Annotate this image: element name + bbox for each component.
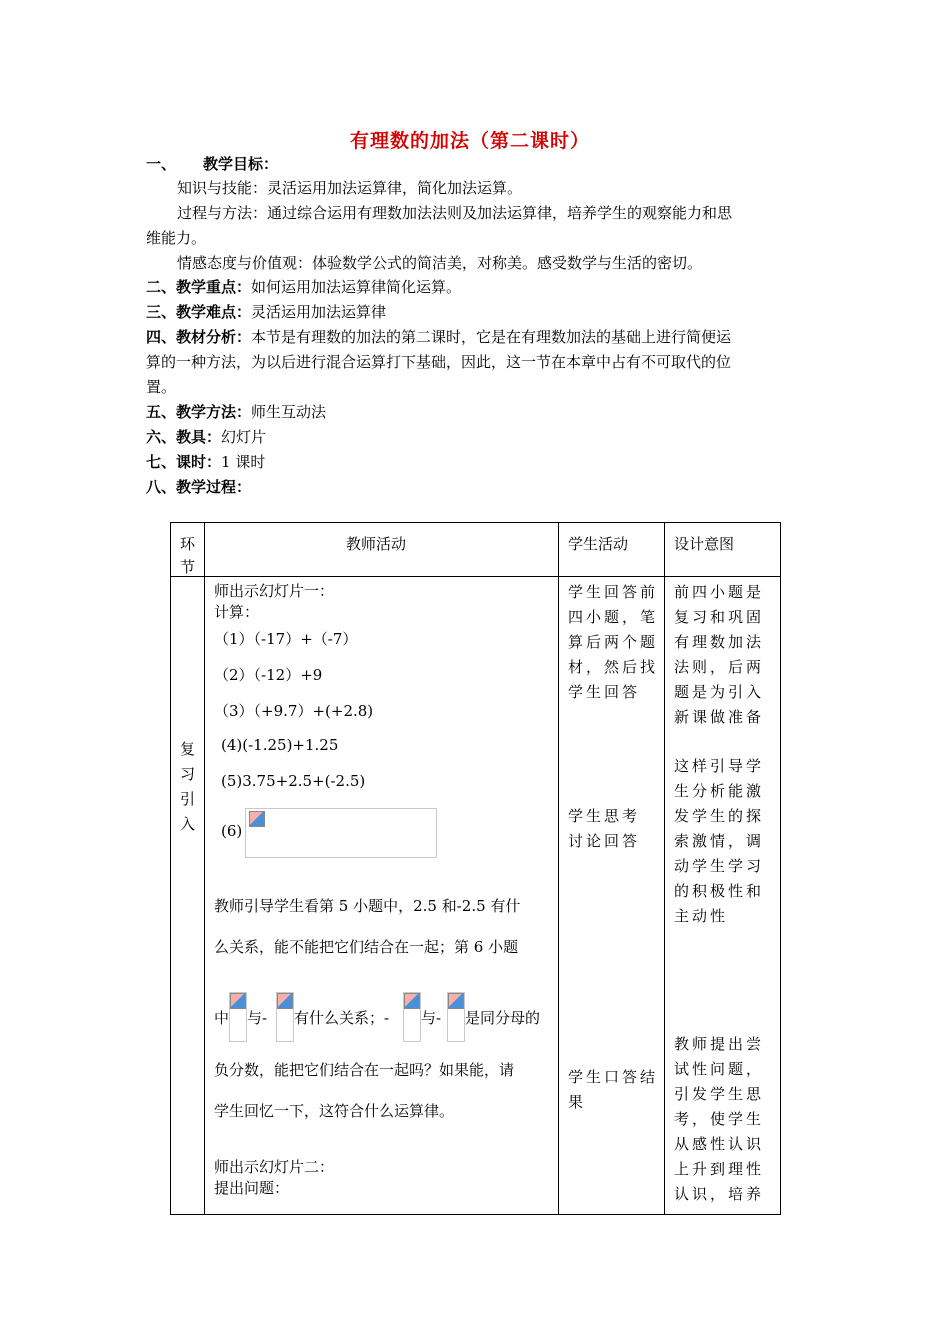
section-4 [146,327,731,347]
header-stage-char2: 节 [180,558,196,576]
section-4-label: 四、教材分析： [146,328,252,346]
design-c-5: 从感性认识 [674,1135,765,1153]
section-2 [146,277,461,297]
section-7-text: 1 课时 [221,453,266,471]
section-6 [146,427,266,447]
problem-5: (5)3.75+2.5+(-2.5) [221,772,366,790]
teacher-slide2: 师出示幻灯片二： [214,1158,335,1176]
goal-process-line1: 过程与方法：通过综合运用有理数加法法则及加法运算律，培养学生的观察能力和思 [177,204,733,222]
student-a2: 四小题，笔 [568,608,659,626]
fraction-image-1 [229,992,247,1042]
broken-image-icon [230,993,246,1009]
guide-line-5: 学生回忆一下，这符合什么运算律。 [214,1102,455,1120]
header-teacher [205,523,559,577]
fraction-image-2 [276,992,294,1042]
section-4-text-line2: 算的一种方法，为以后进行混合运算打下基础，因此，这一节在本章中占有不可取代的位 [146,353,732,371]
student-c1: 学生口答结 [568,1068,659,1086]
teacher-calc: 计算： [214,603,260,621]
student-a4: 材，然后找 [568,658,659,676]
teacher-cell [205,577,559,1215]
design-b-5: 动学生学习 [674,857,765,875]
design-a-4: 法则，后两 [674,658,765,676]
design-a-3: 有理数加法 [674,633,765,651]
problem-6-formula-image [245,808,437,858]
document-title: 有理数的加法（第二课时） [350,130,591,152]
section-8-label: 八、教学过程： [146,478,252,496]
section-3-label: 三、教学难点： [146,303,252,321]
header-design [665,523,781,577]
stage-char-1: 复 [180,740,196,758]
student-cell [559,577,665,1215]
guide-line-1: 教师引导学生看第 5 小题中，2.5 和-2.5 有什 [214,897,521,915]
section-3 [146,302,386,322]
section-1-label: 教学目标： [203,155,279,173]
section-5-text: 师生互动法 [251,403,327,421]
section-7 [146,452,265,472]
header-teacher-label: 教师活动 [346,535,407,553]
stage-char-4: 入 [180,815,196,833]
student-a1: 学生回答前 [568,583,659,601]
section-2-label: 二、教学重点： [146,278,252,296]
teaching-process-table [170,522,781,1215]
section-4-text-line3: 置。 [146,378,177,396]
header-student [559,523,665,577]
student-b2: 讨论回答 [568,832,641,850]
problem-4: (4)(-1.25)+1.25 [221,736,339,754]
fraction-text-end: 是同分母的 [465,1009,541,1027]
fraction-text-and-1: 与- [247,1009,268,1027]
section-1-number: 一、 [146,155,177,173]
design-b-6: 的积极性和 [674,882,765,900]
design-c-4: 考，使学生 [674,1110,765,1128]
teacher-slide1: 师出示幻灯片一： [214,582,335,600]
teacher-question: 提出问题： [214,1179,290,1197]
student-b1: 学生思考 [568,807,641,825]
broken-image-icon [277,993,293,1009]
fraction-text-mid: 中 [214,1009,230,1027]
fraction-text-and-2: 与- [421,1009,442,1027]
goal-knowledge: 知识与技能：灵活运用加法运算律，简化加法运算。 [177,179,523,197]
design-c-6: 上升到理性 [674,1160,765,1178]
goal-process-line2: 维能力。 [146,229,207,247]
stage-cell [171,577,205,1215]
section-4-text-line1: 本节是有理数的加法的第二课时，它是在有理数加法的基础上进行简便运 [251,328,732,346]
design-c-7: 认识，培养 [674,1185,765,1203]
header-stage-char1: 环 [180,535,196,553]
design-b-3: 发学生的探 [674,807,765,825]
design-c-3: 引发学生思 [674,1085,765,1103]
table-header-row [171,523,781,577]
guide-line-2: 么关系，能不能把它们结合在一起；第 6 小题 [214,938,519,956]
design-b-2: 生分析能激 [674,782,765,800]
header-design-label: 设计意图 [674,535,735,553]
design-a-5: 题是为引入 [674,683,765,701]
problem-2: （2）（-12）+9 [214,666,323,684]
table-row-review [171,577,781,1215]
section-5 [146,402,326,422]
design-b-7: 主动性 [674,907,729,925]
section-5-label: 五、教学方法： [146,403,252,421]
student-c2: 果 [568,1093,587,1111]
problem-1: （1）（-17）+（-7） [214,630,358,648]
design-c-1: 教师提出尝 [674,1035,765,1053]
section-2-text: 如何运用加法运算律简化运算。 [251,278,462,296]
design-b-1: 这样引导学 [674,757,765,775]
student-a3: 算后两个题 [568,633,659,651]
header-stage [171,523,205,577]
stage-char-3: 引 [180,790,196,808]
design-cell [665,577,781,1215]
design-b-4: 索激情，调 [674,832,765,850]
design-a-1: 前四小题是 [674,583,765,601]
section-6-label: 六、教具： [146,428,222,446]
stage-char-2: 习 [180,765,196,783]
broken-image-icon [404,993,420,1009]
fraction-image-3 [403,992,421,1042]
problem-3: （3）（+9.7）+(+2.8) [214,702,374,720]
design-a-6: 新课做准备 [674,708,765,726]
goal-attitude: 情感态度与价值观：体验数学公式的简洁美，对称美。感受数学与生活的密切。 [177,254,703,272]
header-student-label: 学生活动 [568,535,629,553]
section-6-text: 幻灯片 [221,428,267,446]
section-7-label: 七、课时： [146,453,222,471]
problem-6-label: (6) [221,822,243,840]
broken-image-icon [249,811,265,827]
guide-line-4: 负分数，能把它们结合在一起吗？如果能，请 [214,1061,515,1079]
fraction-image-4 [447,992,465,1042]
fraction-text-relation: 有什么关系；- [294,1009,390,1027]
design-a-2: 复习和巩固 [674,608,765,626]
student-a5: 学生回答 [568,683,641,701]
section-3-text: 灵活运用加法运算律 [251,303,387,321]
design-c-2: 试性问题， [674,1060,765,1078]
broken-image-icon [448,993,464,1009]
